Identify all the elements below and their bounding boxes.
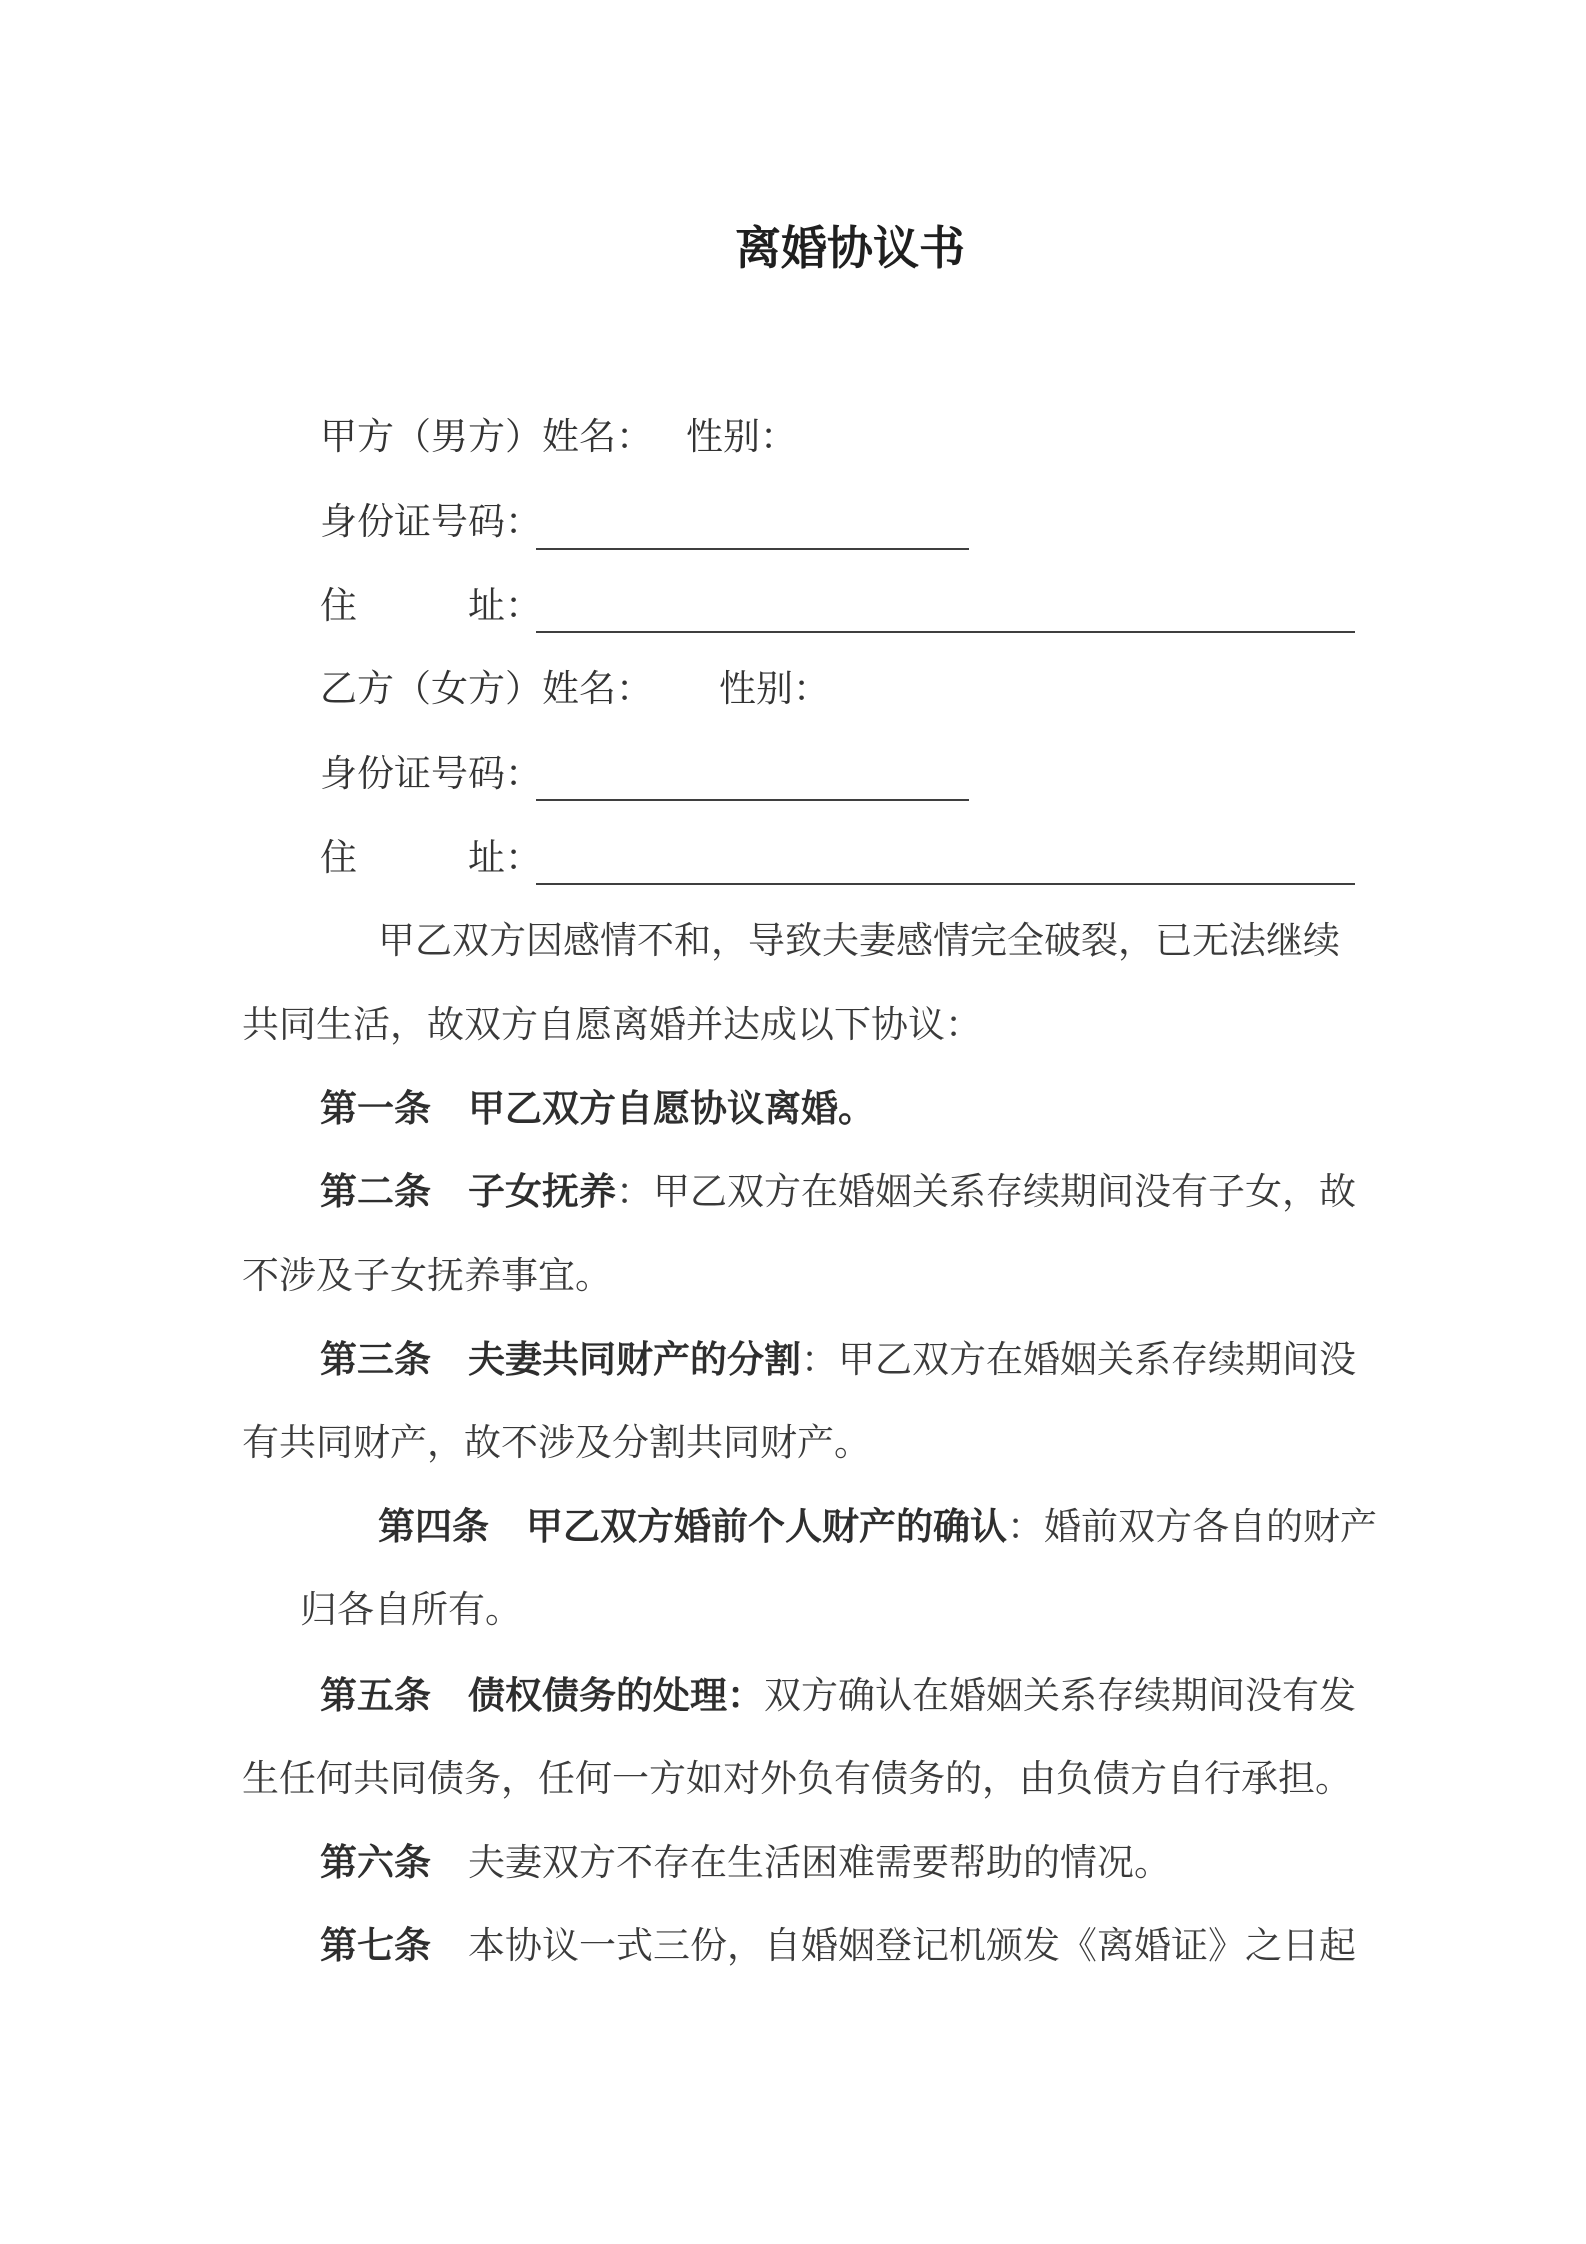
party-b-name-label: 乙方（女方）姓名：: [320, 667, 653, 710]
article-3-line-1: [320, 1338, 1356, 1382]
article-4-line-1: [378, 1505, 1377, 1549]
article-5-line-2: 生任何共同债务，任何一方如对外负有债务的，由负债方自行承担。: [242, 1757, 1352, 1800]
party-b-address-label: 住 址：: [320, 836, 542, 879]
party-a-id-blank: [536, 548, 969, 550]
article-3-line-2: 有共同财产，故不涉及分割共同财产。: [242, 1421, 871, 1464]
preamble-line: 甲乙双方因感情不和，导致夫妻感情完全破裂，已无法继续: [378, 919, 1340, 962]
article-heading: 第四条 甲乙双方婚前个人财产的确认: [378, 1505, 1007, 1548]
article-heading: 第一条 甲乙双方自愿协议离婚。: [320, 1087, 875, 1130]
party-a-address-blank: [536, 631, 1355, 633]
party-a-name-label: 甲方（男方）姓名：: [320, 415, 653, 458]
preamble-line: 共同生活，故双方自愿离婚并达成以下协议：: [242, 1003, 982, 1046]
article-heading: 第三条 夫妻共同财产的分割: [320, 1338, 801, 1381]
article-1: [320, 1087, 875, 1131]
article-heading: 第五条 债权债务的处理：: [320, 1674, 764, 1717]
party-b-gender-label: 性别：: [719, 667, 830, 710]
article-heading: 第七条: [320, 1924, 468, 1967]
article-4-line-2: 归各自所有。: [300, 1588, 522, 1631]
article-text: ：甲乙双方在婚姻关系存续期间没有子女，故: [616, 1170, 1356, 1213]
document-title: 离婚协议书: [735, 221, 965, 275]
article-6: [320, 1841, 1171, 1885]
party-a-gender-label: 性别：: [686, 415, 797, 458]
article-text: 本协议一式三份，自婚姻登记机颁发《离婚证》之日起: [468, 1924, 1356, 1967]
party-b-address-blank: [536, 883, 1355, 885]
article-text: 夫妻双方不存在生活困难需要帮助的情况。: [468, 1841, 1171, 1884]
article-2-line-2: 不涉及子女抚养事宜。: [242, 1254, 612, 1297]
article-heading: 第二条 子女抚养: [320, 1170, 616, 1213]
party-b-id-blank: [536, 799, 969, 801]
article-7: [320, 1924, 1356, 1968]
article-heading: 第六条: [320, 1841, 468, 1884]
article-text: 双方确认在婚姻关系存续期间没有发: [764, 1674, 1356, 1717]
article-2-line-1: [320, 1170, 1356, 1214]
article-text: ：甲乙双方在婚姻关系存续期间没: [801, 1338, 1356, 1381]
party-a-id-label: 身份证号码：: [320, 500, 542, 543]
article-5-line-1: [320, 1674, 1356, 1718]
party-b-id-label: 身份证号码：: [320, 752, 542, 795]
article-text: ：婚前双方各自的财产: [1007, 1505, 1377, 1548]
party-a-address-label: 住 址：: [320, 584, 542, 627]
